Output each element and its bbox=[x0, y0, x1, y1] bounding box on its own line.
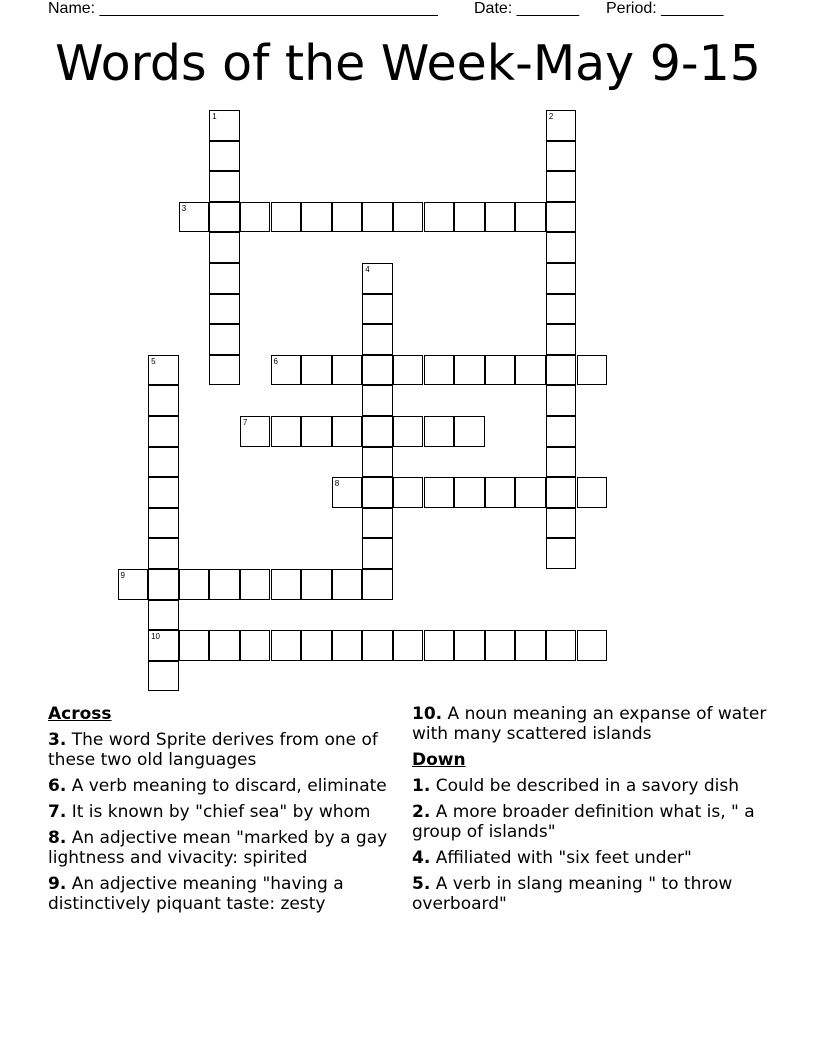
grid-cell[interactable] bbox=[577, 477, 608, 508]
grid-cell[interactable] bbox=[454, 416, 485, 447]
grid-cell[interactable] bbox=[209, 324, 240, 355]
name-field[interactable]: Name: ______________________________________ bbox=[48, 0, 438, 17]
grid-cell[interactable] bbox=[148, 508, 179, 539]
across-clue-6 bbox=[48, 776, 393, 796]
grid-cell[interactable] bbox=[148, 477, 179, 508]
grid-cell[interactable] bbox=[546, 385, 577, 416]
grid-cell[interactable] bbox=[362, 477, 393, 508]
grid-cell[interactable] bbox=[148, 661, 179, 692]
clue-text: Could be described in a savory dish bbox=[435, 776, 739, 796]
clue-number-label: 10 bbox=[151, 632, 160, 642]
clue-number-label: 3 bbox=[181, 203, 187, 213]
down-clue-2 bbox=[412, 802, 768, 842]
down-clue-5 bbox=[412, 874, 768, 914]
period-field[interactable]: Period: _______ bbox=[606, 0, 724, 17]
grid-cell[interactable] bbox=[485, 630, 516, 661]
grid-cell[interactable] bbox=[240, 630, 271, 661]
clue-number: 1. bbox=[412, 776, 431, 796]
grid-cell[interactable] bbox=[332, 202, 363, 233]
grid-cell[interactable] bbox=[362, 294, 393, 325]
clues-left-column bbox=[48, 704, 393, 920]
grid-cell[interactable] bbox=[271, 630, 302, 661]
grid-cell[interactable] bbox=[546, 538, 577, 569]
grid-cell[interactable] bbox=[148, 416, 179, 447]
grid-cell[interactable] bbox=[515, 202, 546, 233]
grid-cell[interactable] bbox=[148, 447, 179, 478]
grid-cell[interactable] bbox=[454, 630, 485, 661]
clue-text: A verb meaning to discard, eliminate bbox=[71, 776, 387, 796]
grid-cell[interactable] bbox=[271, 202, 302, 233]
grid-cell[interactable] bbox=[148, 385, 179, 416]
grid-cell[interactable] bbox=[362, 355, 393, 386]
grid-cell[interactable] bbox=[546, 416, 577, 447]
grid-cell[interactable] bbox=[209, 355, 240, 386]
grid-cell[interactable] bbox=[454, 202, 485, 233]
grid-cell[interactable] bbox=[546, 294, 577, 325]
grid-cell[interactable] bbox=[393, 202, 424, 233]
grid-cell[interactable] bbox=[209, 202, 240, 233]
puzzle-title: Words of the Week-May 9-15 bbox=[55, 35, 761, 92]
grid-cell[interactable] bbox=[546, 263, 577, 294]
grid-cell[interactable] bbox=[209, 141, 240, 172]
clue-number-label: 5 bbox=[151, 356, 156, 366]
clue-number: 10. bbox=[412, 704, 443, 724]
grid-cell[interactable] bbox=[485, 477, 516, 508]
grid-cell[interactable] bbox=[240, 569, 271, 600]
grid-cell[interactable] bbox=[209, 630, 240, 661]
grid-cell[interactable] bbox=[454, 477, 485, 508]
grid-cell[interactable] bbox=[577, 630, 608, 661]
clue-text: The word Sprite derives from one of these two old languages bbox=[48, 730, 378, 770]
grid-cell[interactable] bbox=[332, 569, 363, 600]
grid-cell[interactable] bbox=[209, 171, 240, 202]
clue-number: 7. bbox=[48, 802, 67, 822]
clues-right-column bbox=[412, 704, 768, 920]
across-clue-10 bbox=[412, 704, 768, 744]
grid-cell[interactable] bbox=[362, 630, 393, 661]
grid-cell[interactable] bbox=[424, 630, 455, 661]
grid-cell[interactable] bbox=[424, 477, 455, 508]
grid-cell[interactable] bbox=[485, 202, 516, 233]
grid-cell[interactable] bbox=[362, 202, 393, 233]
grid-cell[interactable] bbox=[546, 355, 577, 386]
clue-text: Affiliated with "six feet under" bbox=[435, 848, 692, 868]
grid-cell[interactable] bbox=[546, 324, 577, 355]
grid-cell[interactable] bbox=[332, 630, 363, 661]
clue-number-label: 8 bbox=[334, 479, 340, 489]
grid-cell[interactable] bbox=[301, 202, 332, 233]
grid-cell[interactable] bbox=[209, 294, 240, 325]
grid-cell[interactable] bbox=[301, 416, 332, 447]
grid-cell[interactable] bbox=[424, 416, 455, 447]
grid-cell[interactable] bbox=[362, 447, 393, 478]
grid-cell[interactable] bbox=[546, 232, 577, 263]
clue-number-label: 1 bbox=[212, 112, 217, 121]
grid-cell[interactable] bbox=[393, 630, 424, 661]
across-clue-3 bbox=[48, 730, 393, 770]
grid-cell[interactable] bbox=[362, 569, 393, 600]
grid-cell[interactable] bbox=[424, 355, 455, 386]
clue-number-label: 9 bbox=[120, 571, 125, 580]
down-clue-4 bbox=[412, 848, 768, 868]
grid-cell[interactable] bbox=[362, 416, 393, 447]
grid-cell[interactable] bbox=[271, 569, 302, 600]
grid-cell[interactable] bbox=[362, 385, 393, 416]
grid-cell[interactable] bbox=[515, 477, 546, 508]
grid-cell[interactable] bbox=[240, 202, 271, 233]
clue-number-label: 6 bbox=[273, 356, 278, 366]
across-clue-9 bbox=[48, 874, 393, 914]
grid-cell[interactable] bbox=[148, 538, 179, 569]
grid-cell[interactable] bbox=[515, 630, 546, 661]
grid-cell[interactable] bbox=[577, 355, 608, 386]
grid-cell[interactable] bbox=[515, 355, 546, 386]
grid-cell[interactable] bbox=[424, 202, 455, 233]
grid-cell[interactable] bbox=[454, 355, 485, 386]
grid-cell[interactable] bbox=[209, 232, 240, 263]
grid-cell[interactable] bbox=[332, 416, 363, 447]
grid-cell[interactable] bbox=[546, 508, 577, 539]
clue-number: 5. bbox=[412, 874, 431, 894]
grid-cell[interactable] bbox=[546, 447, 577, 478]
grid-cell[interactable] bbox=[393, 477, 424, 508]
grid-cell[interactable] bbox=[271, 416, 302, 447]
clue-number: 6. bbox=[48, 776, 67, 796]
grid-cell[interactable] bbox=[546, 202, 577, 233]
grid-cell[interactable] bbox=[148, 569, 179, 600]
grid-cell[interactable] bbox=[485, 355, 516, 386]
clue-number: 9. bbox=[48, 874, 67, 894]
down-clue-1 bbox=[412, 776, 768, 796]
clue-text: It is known by "chief sea" by whom bbox=[71, 802, 371, 822]
clue-text: A noun meaning an expanse of water with many scattered islands bbox=[412, 704, 767, 744]
grid-cell[interactable] bbox=[393, 355, 424, 386]
clue-text: A verb in slang meaning " to throw overboard" bbox=[412, 874, 733, 914]
grid-cell[interactable] bbox=[179, 569, 210, 600]
clue-number-label: 2 bbox=[548, 112, 554, 121]
across-clue-8 bbox=[48, 828, 393, 868]
grid-cell[interactable] bbox=[362, 538, 393, 569]
clue-number: 4. bbox=[412, 848, 431, 868]
grid-cell[interactable] bbox=[179, 630, 210, 661]
clue-number-label: 4 bbox=[365, 265, 370, 274]
across-heading: Across bbox=[48, 704, 112, 724]
grid-cell[interactable] bbox=[362, 324, 393, 355]
grid-cell[interactable] bbox=[301, 355, 332, 386]
clue-number: 8. bbox=[48, 828, 67, 848]
date-field[interactable]: Date: _______ bbox=[474, 0, 579, 17]
grid-cell[interactable] bbox=[546, 141, 577, 172]
grid-cell[interactable] bbox=[332, 355, 363, 386]
clue-text: An adjective mean "marked by a gay lightness and vivacity: spirited bbox=[48, 828, 388, 868]
grid-cell[interactable] bbox=[209, 569, 240, 600]
grid-cell[interactable] bbox=[393, 416, 424, 447]
down-heading: Down bbox=[412, 750, 466, 770]
clue-text: An adjective meaning "having a distinctively piquant taste: zesty bbox=[48, 874, 344, 914]
grid-cell[interactable] bbox=[546, 171, 577, 202]
clue-number: 2. bbox=[412, 802, 431, 822]
grid-cell[interactable] bbox=[546, 630, 577, 661]
clue-number-label: 7 bbox=[242, 418, 248, 427]
grid-cell[interactable] bbox=[301, 569, 332, 600]
across-clue-7 bbox=[48, 802, 393, 822]
clue-number: 3. bbox=[48, 730, 67, 750]
clue-text: A more broader definition what is, " a group of islands" bbox=[412, 802, 755, 842]
grid-cell[interactable] bbox=[546, 477, 577, 508]
grid-cell[interactable] bbox=[148, 600, 179, 631]
grid-cell[interactable] bbox=[362, 508, 393, 539]
grid-cell[interactable] bbox=[301, 630, 332, 661]
grid-cell[interactable] bbox=[209, 263, 240, 294]
